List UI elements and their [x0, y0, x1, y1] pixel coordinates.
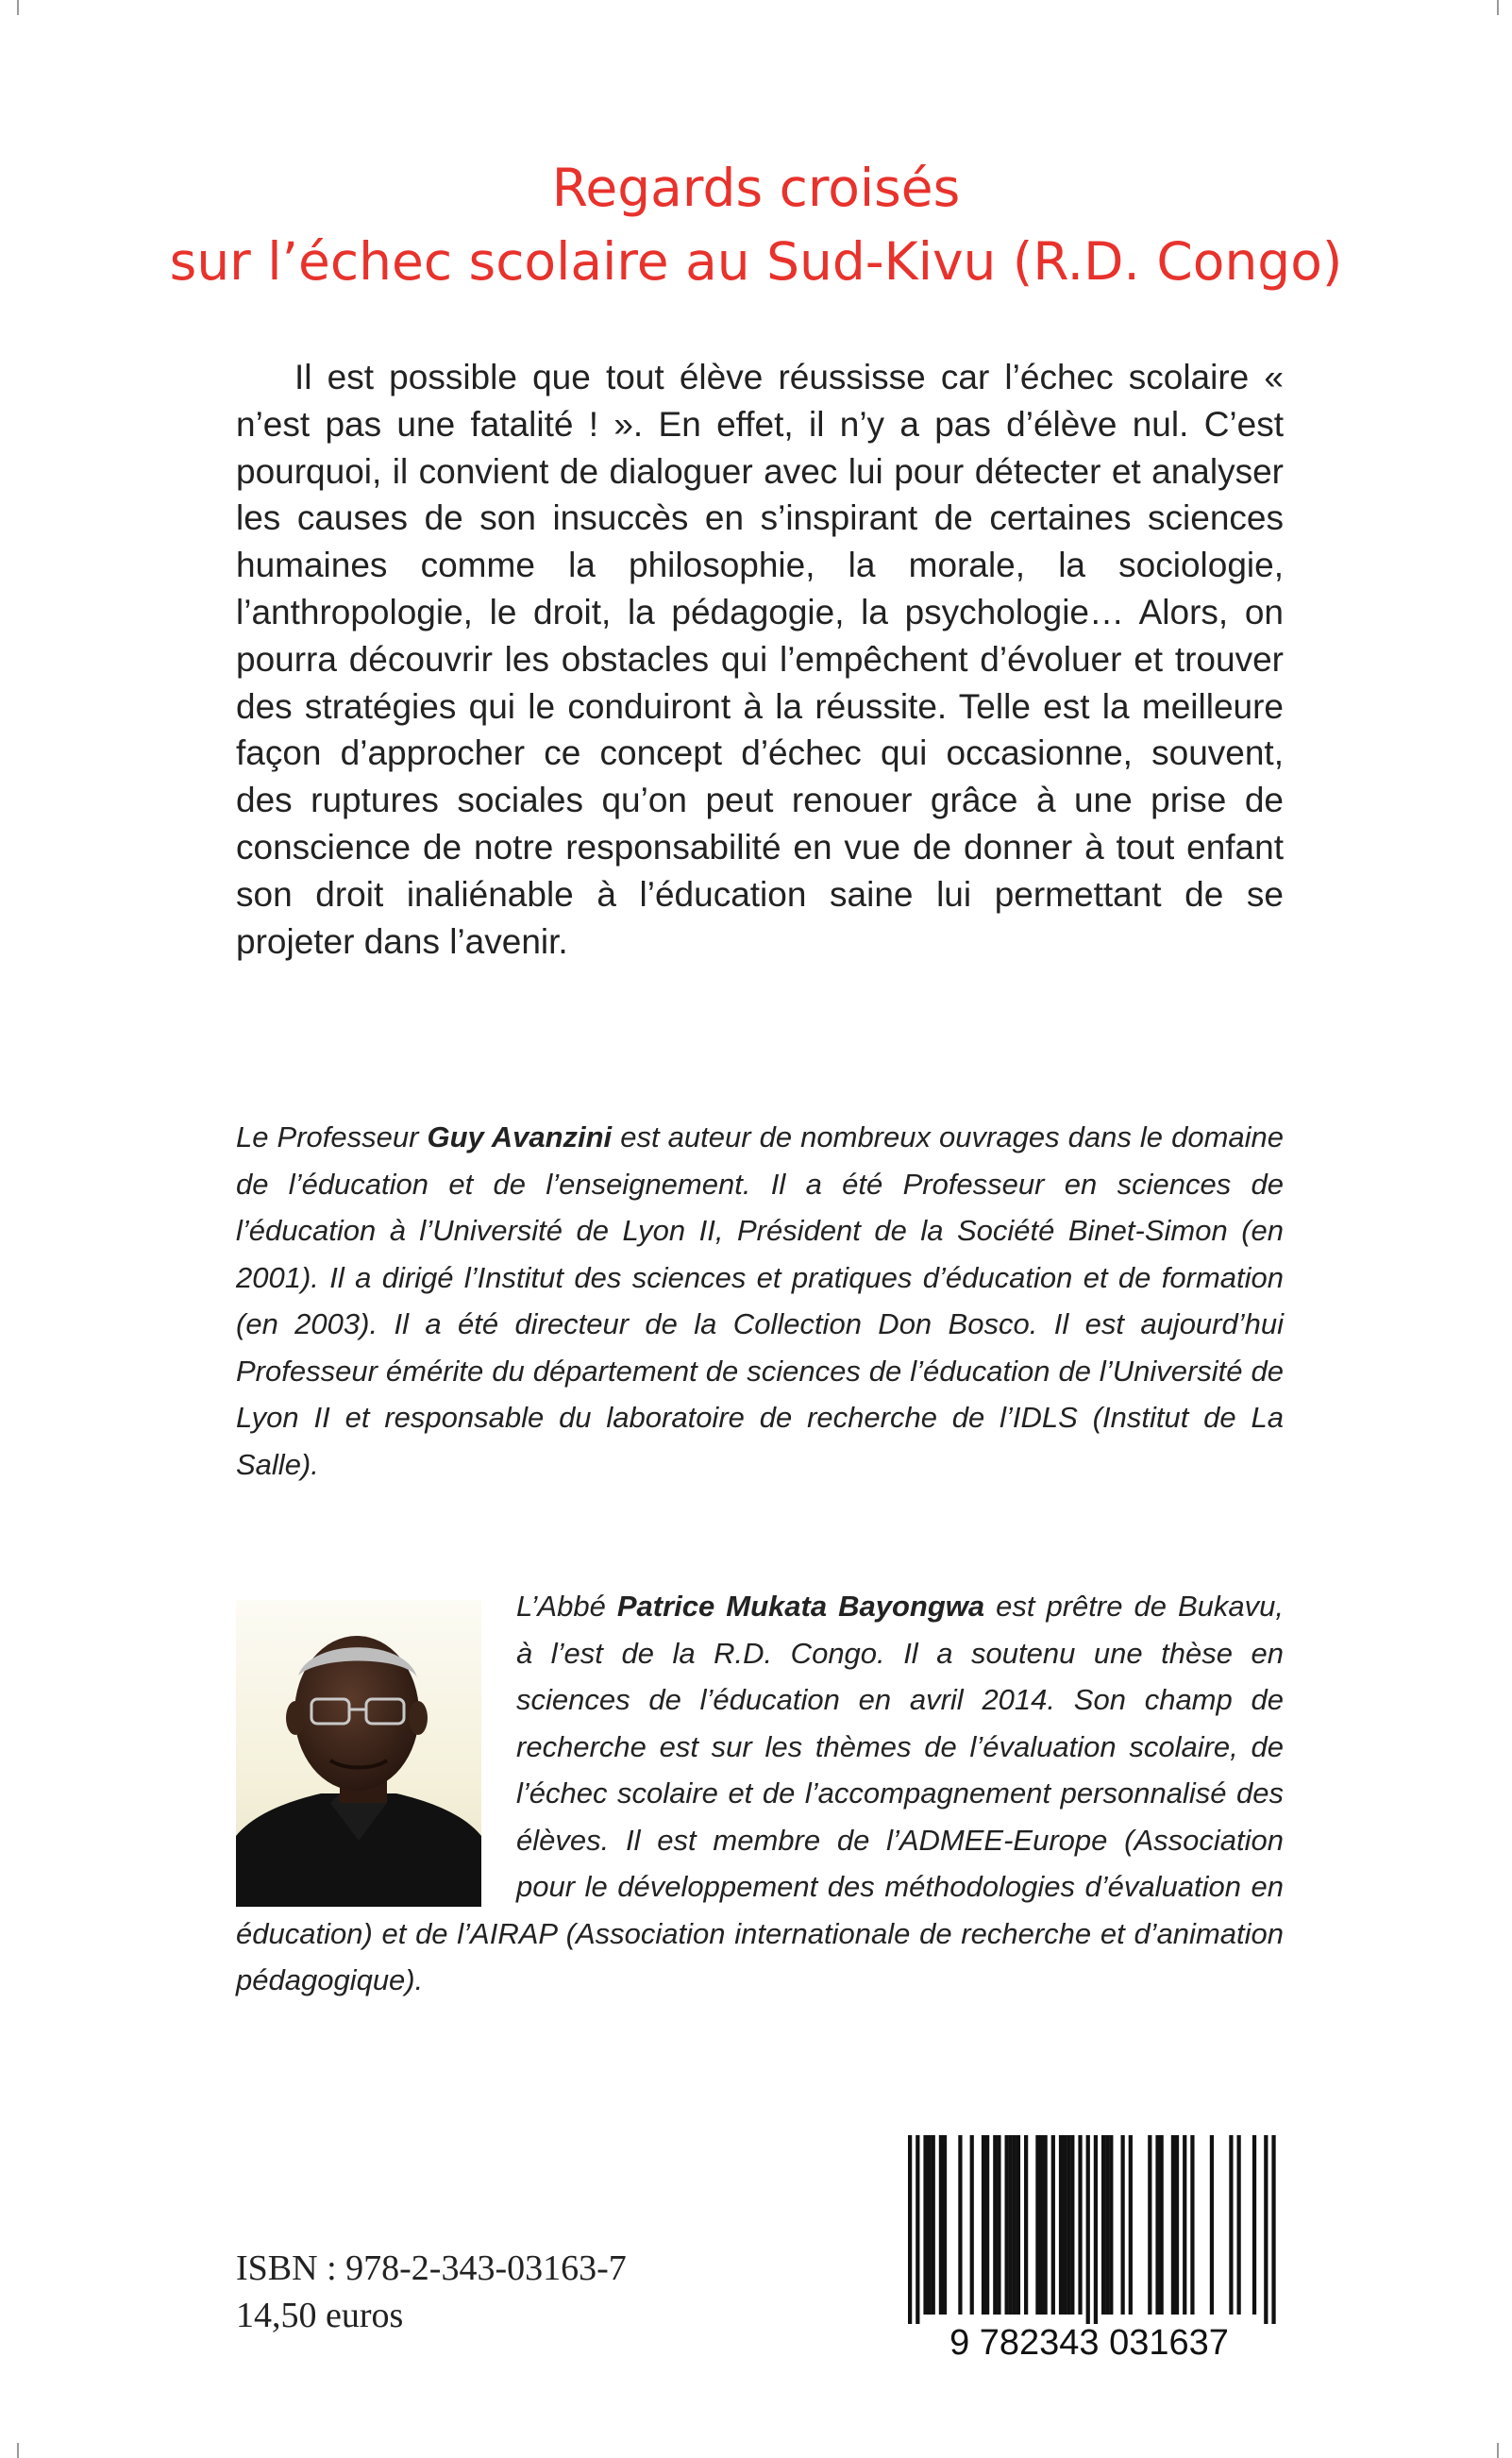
barcode-bar [997, 2135, 1000, 2315]
barcode-bar [1105, 2135, 1109, 2315]
barcode-bar [1109, 2135, 1113, 2315]
crop-mark-bottom-left [17, 2443, 19, 2458]
barcode-bar [1005, 2135, 1009, 2315]
barcode-bar [1044, 2135, 1048, 2315]
crop-mark-bottom-right [1497, 2443, 1499, 2458]
barcode-bar [1210, 2135, 1214, 2315]
barcode-bar [1121, 2135, 1125, 2315]
barcode-bar [1175, 2135, 1179, 2315]
barcode-bar [1059, 2135, 1063, 2315]
barcode-bar [1190, 2135, 1194, 2315]
barcode-bar [1271, 2135, 1275, 2324]
isbn-price-block [236, 2245, 627, 2339]
barcode-bar [943, 2135, 947, 2315]
barcode-bar [1229, 2135, 1233, 2315]
bio-avanzini-prefix: Le Professeur [236, 1120, 428, 1153]
barcode-bar [1155, 2135, 1159, 2315]
barcode-bar [1024, 2135, 1028, 2315]
barcode-bar [916, 2135, 919, 2324]
author-name-avanzini: Guy Avanzini [427, 1120, 613, 1153]
barcode-bar [982, 2135, 985, 2315]
barcode-bar [970, 2135, 974, 2315]
barcode-bar [932, 2135, 935, 2315]
barcode-bar [1078, 2135, 1082, 2315]
barcode-bar [1171, 2135, 1175, 2315]
author-name-mukata: Patrice Mukata Bayongwa [616, 1590, 985, 1623]
book-title [0, 151, 1512, 298]
summary-text: Il est possible que tout élève réussisse car l’échec scolaire « n’est pas une fatalité ! ». En effet, il n’y a pas d’élève nul. C’est pourquoi, il convient de dialoguer avec lui pour détecter et analyser les causes de son insuccès en s’inspirant de certaines sciences humaines comme la philosophie, la morale, la sociologie, l’anthropologie, le droit, la pédagogie, la psychologie… Alors, on pourra découvrir les obstacles qui l’empêchent d’évoluer et trouver des stratégies qui le conduiront à la réussite. Telle est la meilleure façon d’approcher ce concept d’échec qui occasionne, souvent, des ruptures sociales qu’on peut renouer grâce à une prise de conscience de notre responsabilité en vue de donner à tout enfant son droit inaliénable à l’éducation saine lui permettant de se projeter dans l’avenir. [236, 358, 1284, 961]
barcode-bar [1148, 2135, 1151, 2315]
bio-avanzini-text [236, 1114, 1284, 1488]
barcode-bar [908, 2135, 912, 2324]
barcode-bar [993, 2135, 997, 2315]
barcode-bar [939, 2135, 943, 2315]
barcode-bar [1067, 2135, 1070, 2315]
barcode-bar [1237, 2135, 1241, 2315]
barcode-bar [1035, 2135, 1039, 2315]
isbn: ISBN : 978-2-343-03163-7 [236, 2248, 627, 2288]
barcode-bar [1183, 2135, 1186, 2315]
barcode [895, 2135, 1284, 2362]
crop-mark-top-left [17, 0, 19, 15]
barcode-bar [1160, 2135, 1164, 2315]
bio-avanzini [236, 1114, 1284, 1488]
title-line-1: Regards croisés [551, 158, 961, 218]
barcode-bar [985, 2135, 989, 2315]
barcode-bar [958, 2135, 962, 2315]
bio-mukata-body: est prêtre de Bukavu, à l’est de la R.D. Congo. Il a soutenu une thèse en sciences de l’éducation en avril 2014. Son champ de recherche est sur les thèmes de l’évaluation scolaire, de l’échec scolaire et de l’accompagnement personnalisé des élèves. Il est membre de l’ADMEE-Europe (Association pour le développement des méthodologies d’évaluation en éducation) et de l’AIRAP (Association internationale de recherche et d’animation pédagogique). [236, 1590, 1284, 1996]
barcode-bar [1070, 2135, 1074, 2315]
barcode-bar [1264, 2135, 1268, 2324]
barcode-bar [1009, 2135, 1013, 2315]
barcode-bar [923, 2135, 927, 2315]
photo-spacer [236, 1583, 516, 1904]
title-line-2: sur l’échec scolaire au Sud-Kivu (R.D. Congo) [169, 231, 1343, 292]
barcode-bar [1013, 2135, 1016, 2315]
bio-avanzini-body: est auteur de nombreux ouvrages dans le domaine de l’éducation et de l’enseignement. Il a été Professeur en sciences de l’éducation à l’Université de Lyon II, Président de la Société Binet-Simon (en 2001). Il a dirigé l’Institut des sciences et pratiques d’éducation et de formation (en 2003). Il a été directeur de la Collection Don Bosco. Il est aujourd’hui Professeur émérite du département de sciences de l’éducation de l’Université de Lyon II et responsable du laboratoire de recherche de l’IDLS (Institut de La Salle). [236, 1120, 1285, 1481]
barcode-bar [1094, 2135, 1098, 2324]
bio-mukata [236, 1583, 1284, 2004]
barcode-bar [1051, 2135, 1055, 2315]
barcode-digits: 9 782343 031637 [949, 2323, 1229, 2362]
summary-block [236, 354, 1284, 965]
bio-mukata-prefix: L’Abbé [516, 1590, 617, 1623]
price: 14,50 euros [236, 2296, 404, 2335]
barcode-bar [1252, 2135, 1256, 2315]
barcode-bar [1129, 2135, 1133, 2315]
barcode-bar [928, 2135, 932, 2315]
barcode-bar [1039, 2135, 1043, 2315]
barcode-bar [1063, 2135, 1067, 2315]
barcode-bar [1016, 2135, 1020, 2315]
barcode-bar [1101, 2135, 1105, 2315]
crop-mark-top-right [1497, 0, 1499, 15]
barcode-bar [1086, 2135, 1090, 2324]
